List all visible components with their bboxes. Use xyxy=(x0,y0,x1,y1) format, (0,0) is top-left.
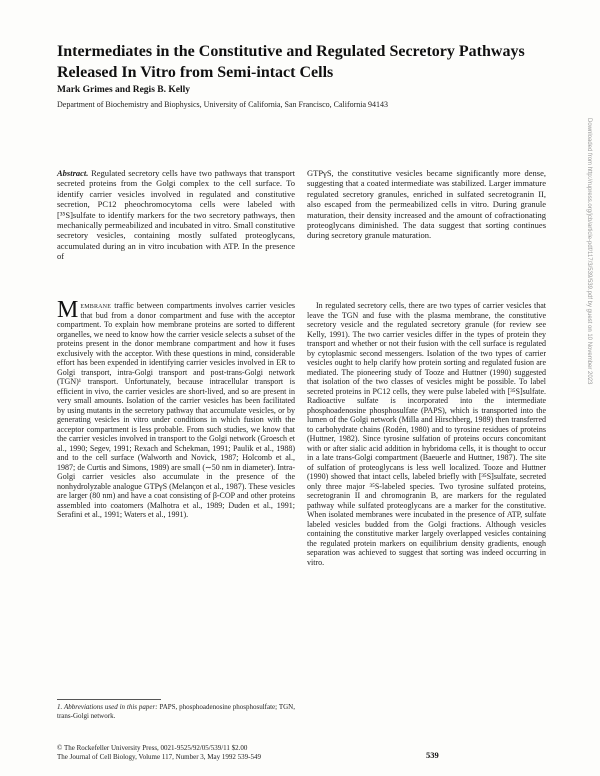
lead-smallcaps: embrane xyxy=(80,301,112,310)
footer xyxy=(57,744,261,762)
page-number: 539 xyxy=(426,750,439,760)
intro-paragraph xyxy=(57,297,295,520)
footnote-label: 1. Abbreviations used in this paper: xyxy=(57,703,158,711)
dropcap: M xyxy=(57,297,79,323)
body-column-left xyxy=(57,297,295,520)
abstract-column-left xyxy=(57,168,295,262)
body-column-right xyxy=(307,301,546,567)
abstract-label: Abstract. xyxy=(57,168,89,178)
footnote xyxy=(57,699,295,721)
body-paragraph-right: In regulated secretory cells, there are two types of carrier vesicles that leave the TGN and fuse with the plasma membrane, the constitutive secretory vesicle and the regulated secretory granule (for review see Kelly, 1991). The two carrier vesicles differ in the types of protein they transport and whether or not their fusion with the cell surface is regulated by cytoplasmic second messengers. Isolation of the two types of carrier vesicles ought to help clarify how protein sorting and regulated fusion are mediated. The pioneering study of Tooze and Huttner (1990) suggested that isolation of the two classes of vesicles might be possible. To label secreted proteins in PC12 cells, they were pulse labeled with [³⁵S]sulfate. Radioactive sulfate is incorporated into the intermediate phosphoadenosine phosphosulfate (PAPS), which is transported into the lumen of the Golgi network (Milla and Hirschberg, 1989) then transferred to carbohydrate chains (Rodén, 1980) and to tyrosine residues of proteins (Huttner, 1982). Since tyrosine sulfation of proteins occurs concomitant with or after sialic acid addition in hybridoma cells, it is thought to occur in a late trans-Golgi compartment (Baeuerle and Huttner, 1987). The site of sulfation of proteoglycans is less well localized. Tooze and Huttner (1990) showed that intact cells, labeled briefly with [³⁵S]sulfate, secreted only three major ³⁵S-labeled species. Two tyrosine sulfated proteins, secretogranin II and chromogranin B, are markers for the regulated pathway while sulfated proteoglycans are a marker for the constitutive. When isolated membranes were incubated in the presence of ATP, sulfate labeled vesicles budded from the Golgi fractions. Although vesicles containing the constitutive marker largely overlapped vesicles containing the regulated protein markers on equilibrium density gradients, enough separation was achieved to suggest that sorting was indeed occurring in vitro. xyxy=(307,301,546,567)
footnote-text: PAPS, phosphoadenosine phosphosulfate; TGN, trans-Golgi network. xyxy=(57,703,295,720)
paper-title: Intermediates in the Constitutive and Regulated Secretory Pathways Released In Vitro from Semi-intact Cells xyxy=(57,42,525,81)
footer-journal-line: The Journal of Cell Biology, Volume 117, Number 3, May 1992 539-549 xyxy=(57,753,261,761)
abstract-text-left: Regulated secretory cells have two pathways that transport secreted proteins from the Golgi complex to the cell surface. To identify carrier vesicles involved in regulated and constitutive secretion, PC12 pheochromocytoma cells were labeled with [³⁵S]sulfate to identify markers for the two secretory pathways, then mechanically permeabilized and incubated in vitro. Small constitutive secretory vesicles, containing mostly sulfated proteoglycans, accumulated during an in vitro incubation with ATP. In the presence of xyxy=(57,168,295,262)
affiliation: Department of Biochemistry and Biophysics, University of California, San Francisco, California 94143 xyxy=(57,100,389,109)
authors: Mark Grimes and Regis B. Kelly xyxy=(57,85,190,95)
abstract-text-right: GTPγS, the constitutive vesicles became significantly more dense, suggesting that a coated intermediate was stabilized. Larger immature regulated secretory granules, enriched in sulfated secretogranin II, also escaped from the permeabilized cells in vitro. During granule maturation, their density increased and the amount of cofractionating proteoglycans diminished. The data suggest that sorting continues during secretory granule maturation. xyxy=(307,168,546,241)
footnote-rule xyxy=(57,699,161,700)
abstract-column-right xyxy=(307,168,546,241)
intro-paragraph-text: traffic between compartments involves carrier vesicles that bud from a donor compartment and fuse with the acceptor compartment. To explain how membrane proteins are sorted to different organelles, we need to know how the carrier vesicle selects a subset of the proteins present in the donor membrane compartment and how it fuses exclusively with the acceptor. With these questions in mind, considerable effort has been expended in identifying carrier vesicles involved in ER to Golgi transport, intra-Golgi transport and post-trans-Golgi network (TGN)¹ transport. Unfortunately, because intracellular transport is efficient in vivo, the carrier vesicles are short-lived, and so are present in very small amounts. Isolation of the carrier vesicles has been facilitated by using mutants in the secretory pathway that accumulate vesicles, or by generating vesicles in vitro under conditions in which fusion with the acceptor compartment is less probable. From such studies, we know that the carrier vesicles involved in transport to the Golgi network (Groesch et al., 1990; Segev, 1991; Rexach and Schekman, 1991; Paulik et al., 1988) and to the cell surface (Walworth and Novick, 1987; Holcomb et al., 1987; de Curtis and Simons, 1989) are small (∼50 nm in diameter). Intra-Golgi carrier vesicles also accumulate in the presence of the nonhydrolyzable analogue GTPγS (Melançon et al., 1987). These vesicles are larger (80 nm) and have a coat consisting of β-COP and other proteins assembled into coatomers (Malhotra et al., 1989; Duden et al., 1991; Serafini et al., 1991; Waters et al., 1991). xyxy=(57,301,295,519)
footer-copyright: © The Rockefeller University Press, 0021-9525/92/05/539/11 $2.00 xyxy=(57,744,248,752)
download-watermark: Downloaded from http://rupress.org/jcb/article-pdf/117/3/539/539.pdf by guest on 10 November 2023 xyxy=(586,118,592,385)
